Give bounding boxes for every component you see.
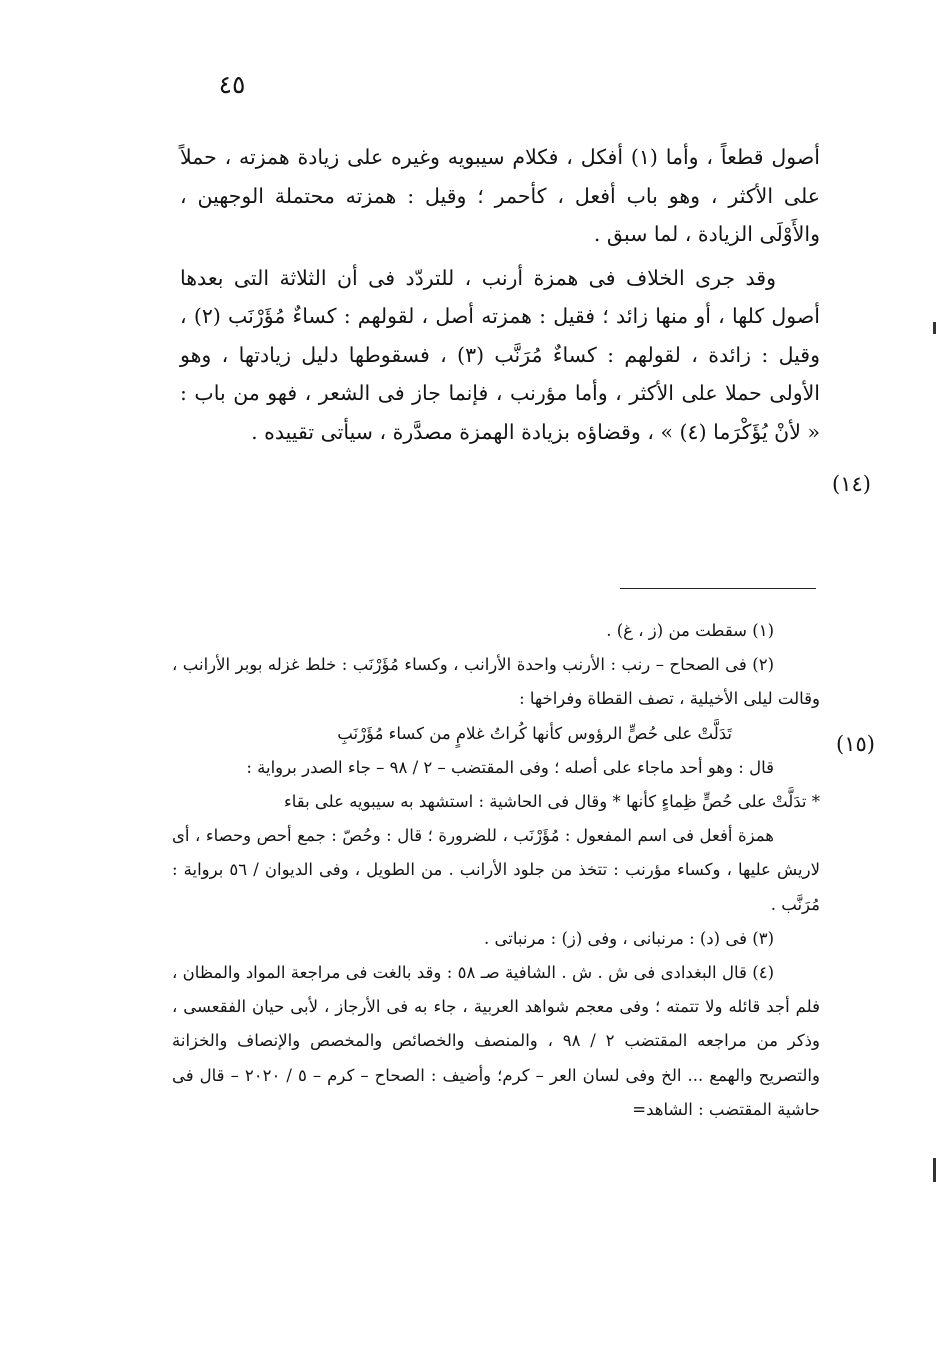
footnote-4: (٤) قال البغدادى فى ش . ش . الشافية صـ ٥٨ : وقد بالغت فى مراجعة المواد والمظان ، فلم أجد قائله ولا تتمته ؛ وفى معجم شواهد العربية ، جاء به فى الأرجاز ، لأبى حيان الفقعسى ، وذكر من مراجعه المقتضب ٢ / ٩٨ ، والمنصف والخصائص والمخصص والإنصاف والخزانة والتصريح والهمع ... الخ وفى لسان العر – كرم؛ وأضيف : الصحاح – كرم – ٥ / ٢٠٢٠ – قال فى حاشية المقتضب : الشاهد= [172, 963, 820, 1119]
footnote-1: (١) سقطت من (ز ، غ) . [606, 621, 774, 640]
body-paragraph-2: وقد جرى الخلاف فى همزة أرنب ، للتردّد فى أن الثلاثة التى بعدها أصول كلها ، أو منها زائد ؛ فقيل : همزته أصل ، لقولهم : كساءٌ مُؤَرْنَب (٢) ، وقيل : زائدة ، لقولهم : كساءٌ مُرَنَّب (٣) ، فسقوطها دليل زيادتها ، وهو الأولى حملا على الأكثر ، وأما مؤرنب ، فإنما جاز فى الشعر ، فهو من باب : « لأنْ يُؤَكْرَما (٤) » ، وقضاؤه بزيادة الهمزة مصدَّرة ، سيأتى تقييده . [180, 265, 820, 444]
body-paragraph-1: أصول قطعاً ، وأما (١) أفكل ، فكلام سيبويه وغيره على زيادة همزته ، حملاً على الأكثر ، وهو باب أفعل ، كأحمر ؛ وقيل : همزته محتملة الوجهين ، والأَوْلَى الزيادة ، لما سبق . [180, 145, 820, 246]
margin-reference-14: (١٤) [832, 472, 871, 496]
margin-reference-15: (١٥) [836, 732, 875, 756]
footnotes [172, 614, 820, 1127]
footnote-2-verse: تَدَلَّتْ على حُصٍّ الرؤوس كأنها كُراتُ غلامٍ من كساء مُؤَرْنَبِ [337, 723, 732, 743]
page-number: ٤٥ [218, 70, 246, 99]
footnote-2-verse-variant: * تدَلَّتْ على حُصٍّ ظِماءٍ كأنها * وقال فى الحاشية : استشهد به سيبويه على بقاء [283, 792, 820, 812]
footnote-3: (٣) فى (د) : مرنبانى ، وفى (ز) : مرنباتى . [484, 928, 774, 948]
main-text [180, 138, 820, 451]
footnote-2-continuation: همزة أفعل فى اسم المفعول : مُؤَرْنَب ، للضرورة ؛ قال : وحُصّ : جمع أحص وحصاء ، أى لاريش عليها ، وكساء مؤرنب : تتخذ من جلود الأرانب . من الطويل ، وفى الديوان / ٥٦ برواية : مُرَنَّب . [172, 826, 820, 914]
footnote-2-intro: (٢) فى الصحاح – رنب : الأرنب واحدة الأرانب ، وكساء مُؤَرْنَب : خلط غزله بوبر الأرانب ، وقالت ليلى الأخيلية ، تصف القطاة وفراخها : [172, 655, 820, 709]
footnote-divider [620, 588, 816, 589]
footnote-2-commentary: قال : وهو أحد ماجاء على أصله ؛ وفى المقتضب – ٢ / ٩٨ – جاء الصدر برواية : [246, 757, 774, 777]
